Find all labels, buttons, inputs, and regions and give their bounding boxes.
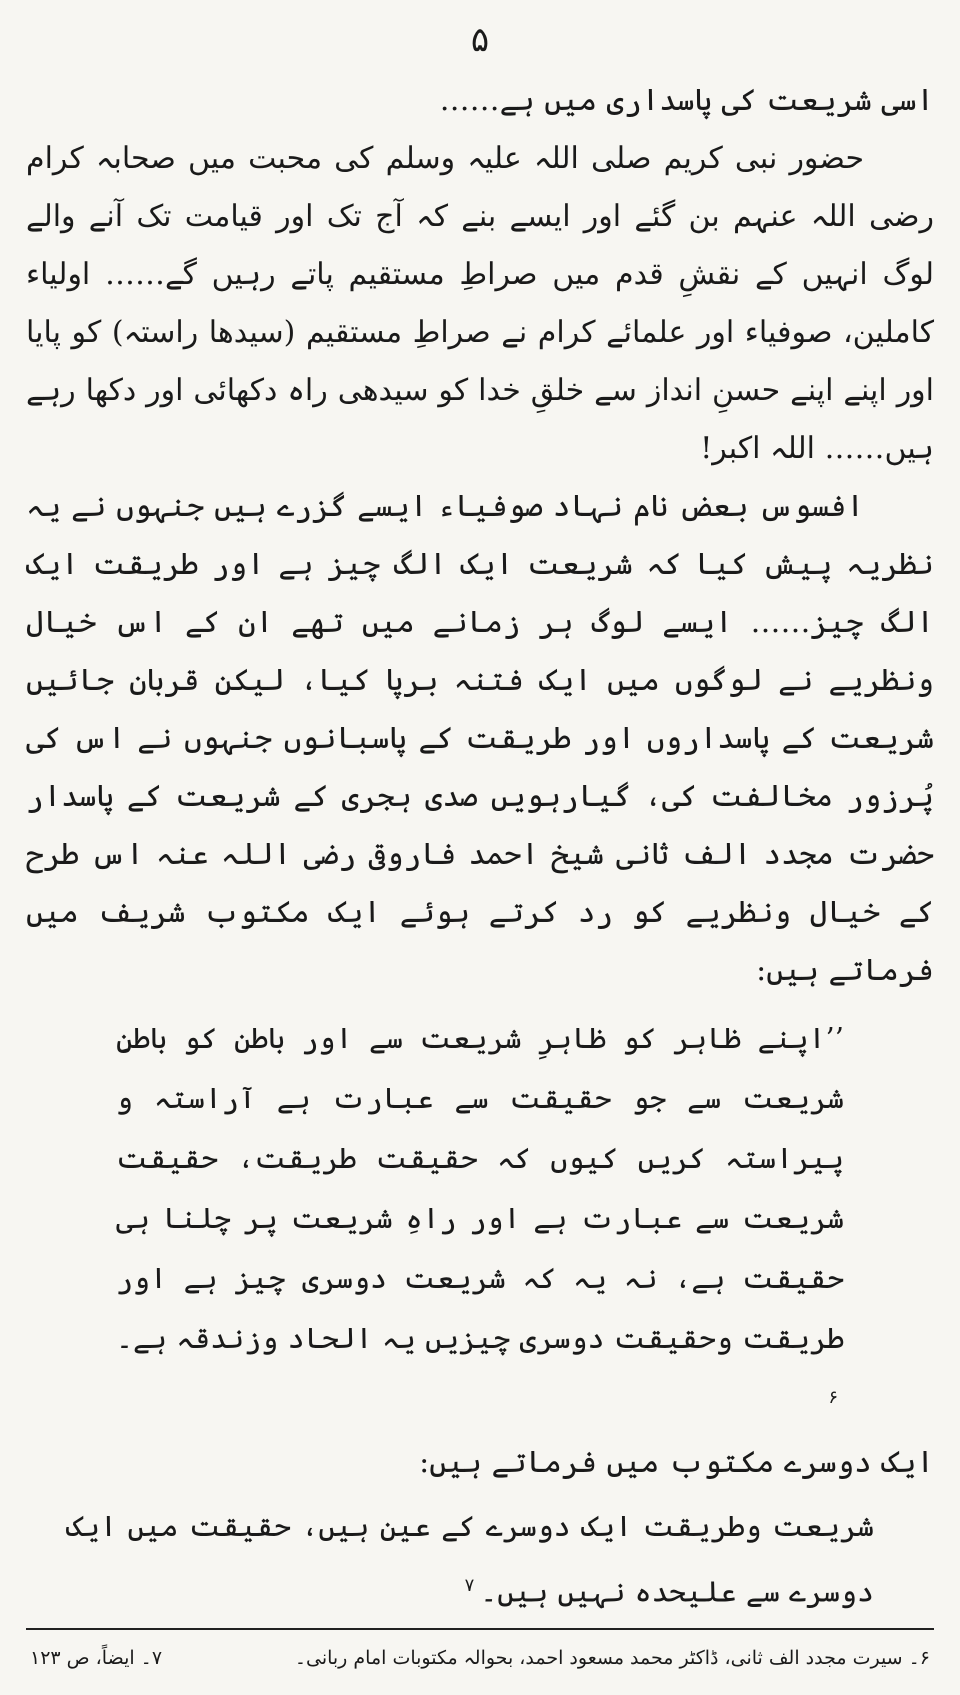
footnote-divider: [26, 1628, 934, 1630]
footnotes: [30, 1638, 930, 1682]
footnote-marker-7: ۷: [464, 1574, 475, 1596]
paragraph-second-maktub-intro: ایک دوسرے مکتوب میں فرماتے ہیں:: [419, 1444, 934, 1480]
footnote-marker-6: ۶: [828, 1387, 838, 1408]
footnote-7: ۷۔ ایضاً، ص ۱۲۳: [30, 1647, 163, 1669]
footnote-6: ۶۔ سیرت مجدد الف ثانی، ڈاکٹر محمد مسعود احمد، بحوالہ مکتوبات امام ربانی۔: [294, 1647, 930, 1669]
quote-maktub-1: [116, 1008, 844, 1434]
quote-text: ’’اپنے ظاہر کو ظاہرِ شریعت سے اور باطن کو باطنِ شریعت سے جو حقیقت سے عبارت ہے آراستہ و پیراستہ کریں کیوں کہ حقیقت طریقت، حقیقت شریعت سے عبارت ہے اور راہِ شریعت پر چلنا ہی حقیقت ہے، نہ یہ کہ شریعت دوسری چیز ہے اور طریقت وحقیقت دوسری چیزیں یہ الحاد وزندقہ ہے۔: [116, 1021, 844, 1355]
quote-maktub-2: [66, 1496, 874, 1622]
paragraph-sufis: افسوس بعض نام نہاد صوفیاء ایسے گزرے ہیں جنہوں نے یہ نظریہ پیش کیا کہ شریعت ایک الگ چیز ہے اور طریقت ایک الگ چیز…… ایسے لوگ ہر زمانے میں تھے ان کے اس خیال ونظریے نے لوگوں میں ایک فتنہ برپا کیا، لیکن قربان جائیں شریعت کے پاسداروں اور طریقت کے پاسبانوں جنہوں نے اس کی پُرزور مخالفت کی، گیارہویں صدی ہجری کے شریعت کے پاسدار حضرت مجدد الف ثانی شیخ احمد فاروقی رضی اللہ عنہ اس طرح کے خیال ونظریے کو رد کرتے ہوئے ایک مکتوب شریف میں فرماتے ہیں:: [26, 489, 934, 988]
page-number: ۵: [470, 20, 490, 60]
quote-text: شریعت وطریقت ایک دوسرے کے عین ہیں، حقیقت میں ایک دوسرے سے علیحدہ نہیں ہیں۔: [66, 1508, 874, 1609]
paragraph-sahaba: حضور نبی کریم صلی اللہ علیہ وسلم کی محبت میں صحابہ کرام رضی اللہ عنہم بن گئے اور ایسے بنے کہ آج تک اور قیامت تک آنے والے لوگ انہیں کے نقشِ قدم میں صراطِ مستقیم پاتے رہیں گے…… اولیاء کاملین، صوفیاء اور علمائے کرام نے صراطِ مستقیم (سیدھا راستہ) کو پایا اور اپنے اپنے حسنِ انداز سے خلقِ خدا کو سیدھی راہ دکھائی اور دکھا رہے ہیں…… اللہ اکبر!: [26, 141, 934, 466]
paragraph-opening: اسی شریعت کی پاسداری میں ہے……: [439, 83, 934, 118]
